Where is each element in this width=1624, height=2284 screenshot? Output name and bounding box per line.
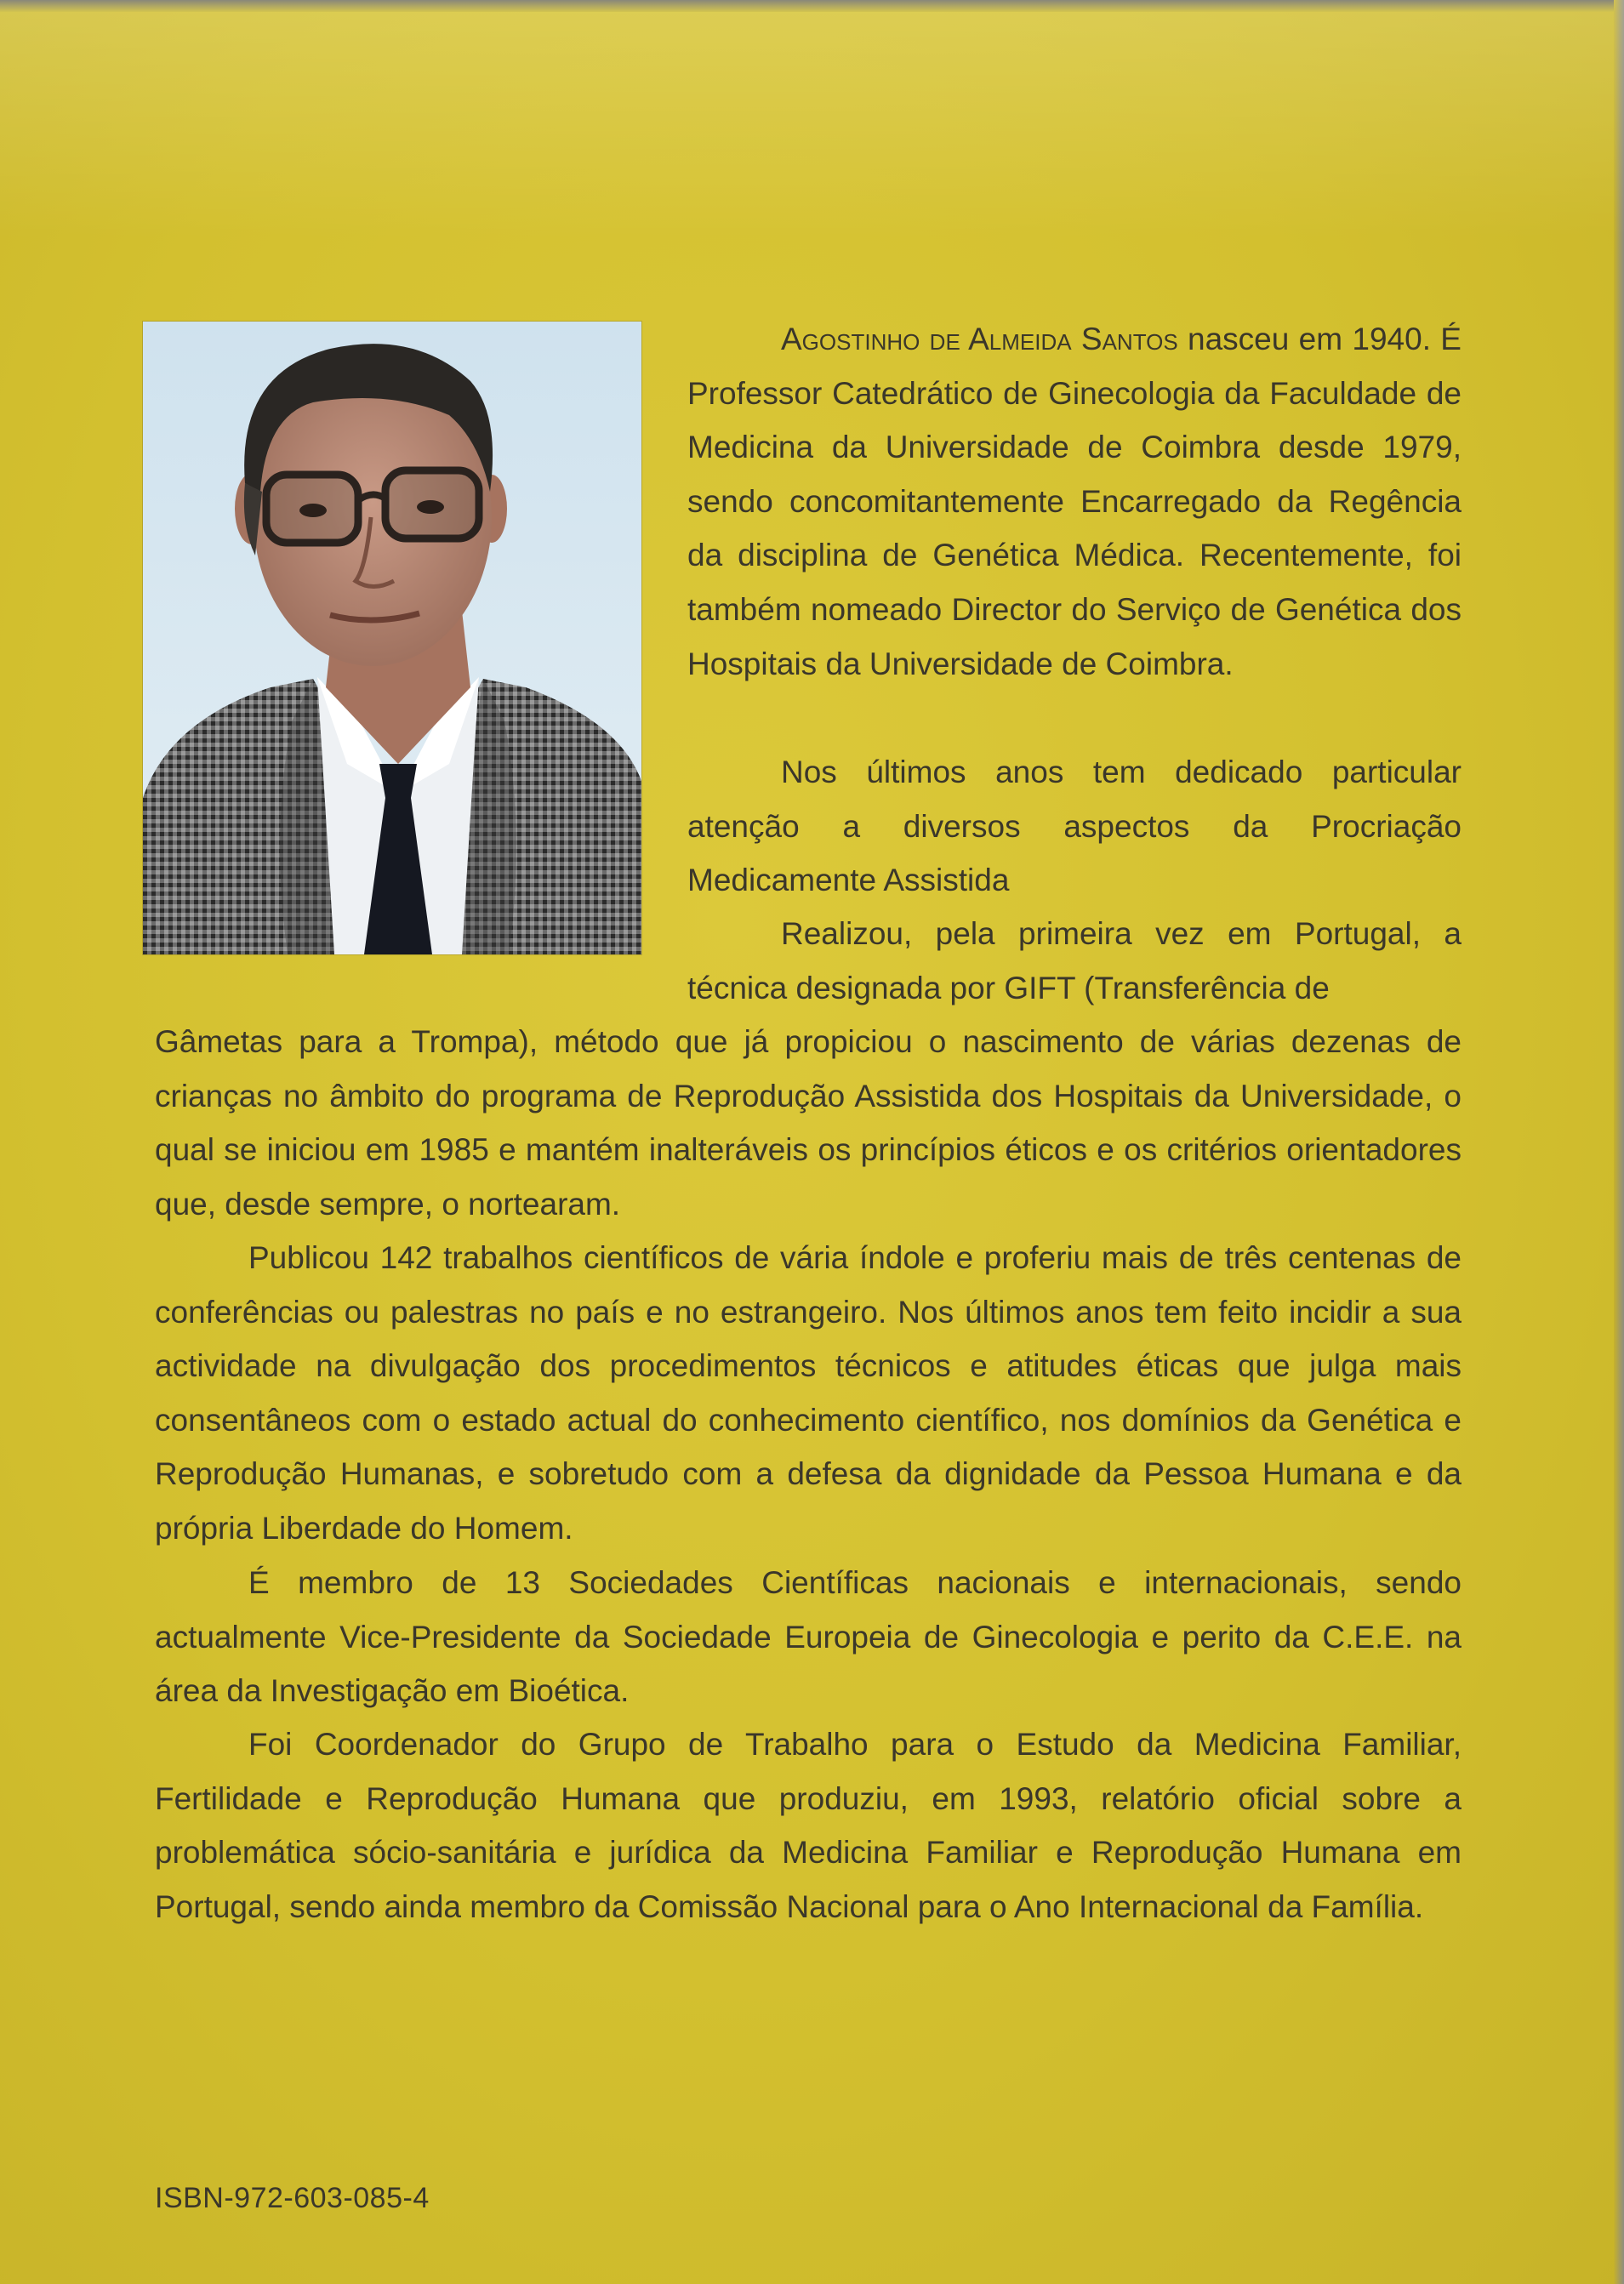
author-name: Agostinho de Almeida Santos	[781, 322, 1178, 356]
bio-paragraph-1: Agostinho de Almeida Santos nasceu em 1940. É Professor Catedrático de Ginecologia da Faculdade de Medicina da Universidade de Coimbra desde 1979, sendo concomitantemente Encarregado da Regência da disciplina de Genética Médica. Recentemente, foi também nomeado Director do Serviço de Genética dos Hospitais da Universidade de Coimbra.	[687, 322, 1462, 681]
bio-paragraph-4: Publicou 142 trabalhos científicos de vária índole e proferiu mais de três centenas de conferências ou palestras no país e no estrangeiro. Nos últimos anos tem feito incidir a sua actividade na divulgação dos procedimentos técnicos e atitudes éticas que julga mais consentâneos com o estado actual do conhecimento científico, nos domínios da Genética e Reprodução Humanas, e sobretudo com a defesa da dignidade da Pessoa Humana e da própria Liberdade do Homem.	[155, 1240, 1462, 1546]
bio-paragraph-6: Foi Coordenador do Grupo de Trabalho para o Estudo da Medicina Familiar, Fertilidade e Reprodução Humana que produziu, em 1993, relatório oficial sobre a problemática sócio-sanitária e jurídica da Medicina Familiar e Reprodução Humana em Portugal, sendo ainda membro da Comissão Nacional para o Ano Internacional da Família.	[155, 1727, 1462, 1924]
isbn-number: ISBN-972-603-085-4	[155, 2182, 430, 2214]
bio-paragraph-3a: Realizou, pela primeira vez em Portugal, a técnica designada por GIFT (Transferência de	[687, 916, 1462, 1005]
bio-paragraph-5: É membro de 13 Sociedades Científicas nacionais e internacionais, sendo actualmente Vice-Presidente da Sociedade Europeia de Ginecologia e perito da C.E.E. na área da Investigação em Bioética.	[155, 1565, 1462, 1709]
bio-paragraph-3b: Gâmetas para a Trompa), método que já propiciou o nascimento de várias dezenas de crianças no âmbito do programa de Reprodução Assistida dos Hospitais da Universidade, o qual se iniciou em 1985 e mantém inalteráveis os princípios éticos e os critérios orientadores que, desde sempre, o nortearam.	[155, 1024, 1462, 1222]
bio-paragraph-2: Nos últimos anos tem dedicado particular atenção a diversos aspectos da Procriação Medicamente Assistida	[687, 755, 1462, 898]
